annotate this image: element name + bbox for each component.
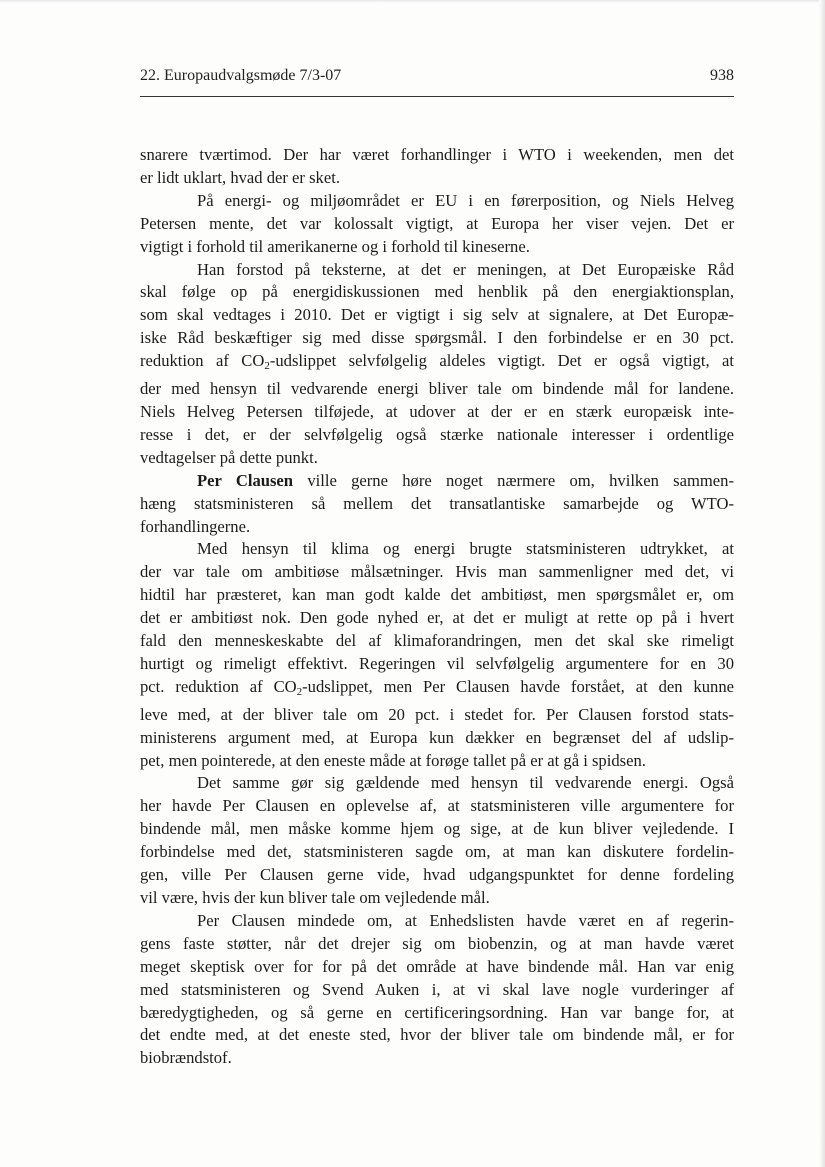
- text-line: ministerens argument med, at Europa kun dækker en begrænset del af udslip-: [140, 727, 734, 747]
- text-line: Han forstod på teksterne, at det er meningen, at Det Europæiske Råd: [197, 259, 734, 279]
- text-line: der var tale om ambitiøse målsætninger. Hvis man sammenligner med det, vi: [140, 562, 734, 582]
- text-line: På energi- og miljøområdet er EU i en førerposition, og Niels Helveg: [197, 190, 734, 210]
- body-text: [140, 144, 734, 1070]
- text-line: det endte med, at det eneste sted, hvor der bliver tale om bindende mål, er for: [140, 1025, 734, 1045]
- text-line: hidtil har præsteret, kan man godt kalde det ambitiøst, men spørgsmålet er, om: [140, 585, 734, 605]
- text-line: som skal vedtages i 2010. Det er vigtigt i sig selv at signalere, at Det Europæ-: [140, 305, 734, 325]
- text-line: Per Clausen ville gerne høre noget nærmere om, hvilken sammen-: [197, 470, 734, 490]
- text-line: snarere tværtimod. Der har været forhandlinger i WTO i weekenden, men det: [140, 145, 734, 164]
- page-number: 938: [710, 67, 734, 84]
- text-line: resse i det, er der selvfølgelig også stærke nationale interesser i ordentlige: [140, 424, 734, 444]
- page-right-edge: [819, 0, 825, 1167]
- text-line: iske Råd beskæftiger sig med disse spørgsmål. I den forbindelse er en 30 pct.: [140, 328, 734, 348]
- text-line: meget skeptisk over for for på det område at have bindende mål. Han var enig: [140, 956, 734, 976]
- text-line: Det samme gør sig gældende med hensyn til vedvarende energi. Også: [197, 773, 734, 793]
- text-line: gen, ville Per Clausen gerne vide, hvad udgangspunktet for denne fordeling: [140, 865, 734, 885]
- text-line: biobrændstof.: [140, 1048, 232, 1068]
- text-line: hæng statsministeren så mellem det transatlantiske samarbejde og WTO-: [140, 493, 734, 513]
- text-line: gens faste støtter, når det drejer sig om biobenzin, og at man havde været: [140, 933, 734, 953]
- speaker-name: Per Clausen: [197, 470, 294, 490]
- text-line: her havde Per Clausen en oplevelse af, at statsministeren ville argumentere for: [140, 796, 734, 816]
- text-line: forbindelse med det, statsministeren sagde om, at man kan diskutere fordelin-: [140, 842, 734, 862]
- paragraph: [140, 190, 734, 259]
- text-line: hurtigt og rimeligt effektivt. Regeringen vil selvfølgelig argumentere for en 30: [140, 653, 734, 673]
- text-line: skal følge op på energidiskussionen med henblik på den energiaktionsplan,: [140, 282, 734, 302]
- text-line: med statsministeren og Svend Auken i, at vi skal lave nogle vurderinger af: [140, 979, 734, 999]
- text-line: fald den menneskeskabte del af klimaforandringen, men det skal ske rimeligt: [140, 631, 734, 651]
- header-title: 22. Europaudvalgsmøde 7/3-07: [140, 67, 342, 84]
- text-line: pet, men pointerede, at den eneste måde at forøge tallet på er at gå i spidsen.: [140, 750, 646, 770]
- text-line: vigtigt i forhold til amerikanerne og i forhold til kineserne.: [140, 236, 530, 256]
- text-line: Petersen mente, det var kolossalt vigtigt, at Europa her viser vejen. Det er: [140, 213, 734, 233]
- page-top-edge: [0, 0, 825, 3]
- paragraph: [140, 772, 734, 909]
- text-line: Niels Helveg Petersen tilføjede, at udover at der er en stærk europæisk inte-: [140, 401, 734, 421]
- text-line: det er ambitiøst nok. Den gode nyhed er, at det er muligt at rette op på i hvert: [140, 608, 734, 628]
- text-line: reduktion af $CO_2$-udslippet selvfølgelig aldeles vigtigt. Det er også vigtigt, at: [140, 351, 734, 373]
- paragraph: [140, 538, 734, 772]
- running-header: [140, 64, 734, 97]
- paragraph: [140, 470, 734, 539]
- paragraph: [140, 910, 734, 1070]
- text-line: pct. reduktion af $CO_2$-udslippet, men Per Clausen havde forstået, at den kunne: [140, 676, 734, 698]
- paragraph: [140, 259, 734, 470]
- text-line: der med hensyn til vedvarende energi bliver tale om bindende mål for landene.: [140, 379, 734, 399]
- text-line: forhandlingerne.: [140, 516, 251, 536]
- text-line: bindende mål, men måske komme hjem og sige, at de kun bliver vejledende. I: [140, 819, 734, 839]
- text-line: bæredygtigheden, og så gerne en certificeringsordning. Han var bange for, at: [140, 1002, 734, 1022]
- text-line: er lidt uklart, hvad der er sket.: [140, 167, 340, 187]
- text-line: leve med, at der bliver tale om 20 pct. i stedet for. Per Clausen forstod stats-: [140, 704, 734, 724]
- text-line: vil være, hvis der kun bliver tale om vejledende mål.: [140, 888, 490, 907]
- text-line: Per Clausen mindede om, at Enhedslisten havde været en af regerin-: [197, 910, 734, 930]
- text-line: Med hensyn til klima og energi brugte statsministeren udtrykket, at: [197, 539, 734, 559]
- text-line: vedtagelser på dette punkt.: [140, 447, 318, 467]
- paragraph: [140, 144, 734, 190]
